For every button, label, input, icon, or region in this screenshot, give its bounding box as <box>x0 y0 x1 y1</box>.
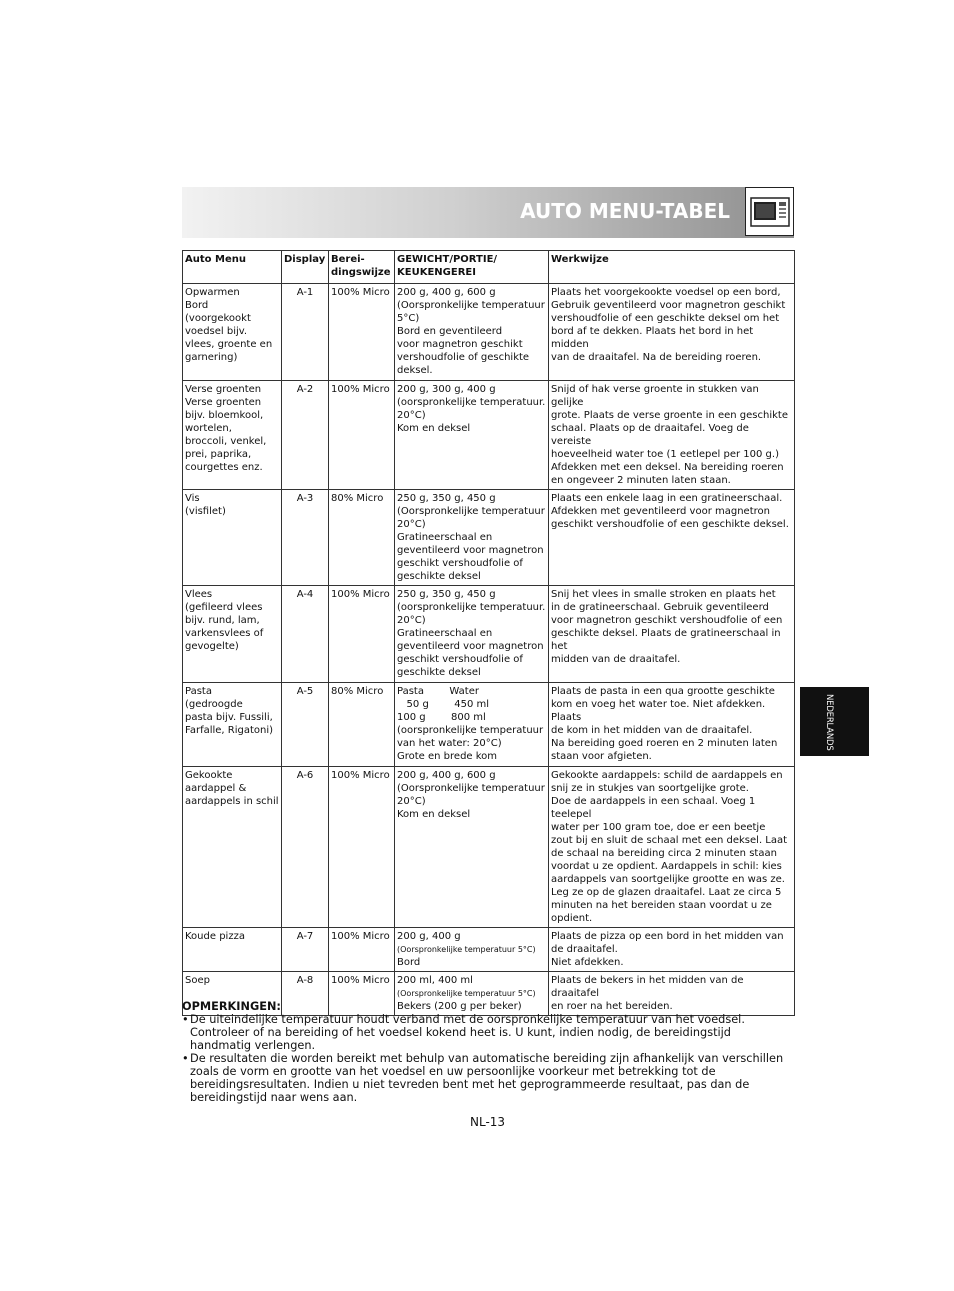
table-row <box>183 767 795 928</box>
column-header-procedure: Werkwijze <box>549 251 795 284</box>
weight-temperature-note: (Oorspronkelijke temperatuur 5°C) <box>397 989 536 998</box>
column-header-weight: GEWICHT/PORTIE/ KEUKENGEREI <box>395 251 549 284</box>
cell-display: A-5 <box>282 683 329 767</box>
weight-container: Bekers (200 g per beker) <box>397 1001 522 1012</box>
cell-procedure: Plaats een enkele laag in een gratineerschaal. Afdekken met geventileerd voor magnetron geschikt vershoudfolie of een geschikte deksel. <box>549 490 795 586</box>
note-text: De resultaten die worden bereikt met behulp van automatische bereiding zijn afhankelijk van verschillen zoals de vorm en grootte van het voedsel en uw persoonlijke voorkeur met betrekking tot de bereidingsresultaten. Indien u niet tevreden bent met het geprogrammeerde resultaat, pas dan de bereidingstijd naar wens aan. <box>190 1052 784 1104</box>
cell-weight: 250 g, 350 g, 450 g (Oorspronkelijke temperatuur 20°C) Gratineerschaal en geventileerd voor magnetron geschikt vershoudfolie of geschikte deksel <box>395 490 549 586</box>
note-item <box>182 1013 794 1052</box>
cell-method: 100% Micro <box>329 284 395 381</box>
cell-display: A-7 <box>282 928 329 972</box>
cell-display: A-4 <box>282 586 329 683</box>
table-row <box>183 284 795 381</box>
page-title: AUTO MENU-TABEL <box>520 199 730 223</box>
weight-temperature-note: (Oorspronkelijke temperatuur 5°C) <box>397 945 536 954</box>
cell-display: A-1 <box>282 284 329 381</box>
cell-menu: Soep <box>183 972 282 1016</box>
cell-method: 100% Micro <box>329 586 395 683</box>
cell-procedure: Plaats het voorgekookte voedsel op een bord, Gebruik geventileerd voor magnetron geschikt vershoudfolie of een geschikte deksel om het bord af te dekken. Plaats het bord in het midden van de draaitafel. Na de bereiding roeren. <box>549 284 795 381</box>
cell-weight: Pasta Water 50 g 450 ml 100 g 800 ml (oorspronkelijke temperatuur van het water: 20°C) Grote en brede kom <box>395 683 549 767</box>
weight-value: 200 g, 400 g <box>397 931 461 942</box>
cell-menu: Pasta (gedroogde pasta bijv. Fussili, Farfalle, Rigatoni) <box>183 683 282 767</box>
cell-weight: 200 g, 300 g, 400 g (oorspronkelijke temperatuur. 20°C) Kom en deksel <box>395 381 549 490</box>
microwave-icon <box>750 197 790 227</box>
language-tab <box>800 687 869 756</box>
cell-procedure: Plaats de bekers in het midden van de draaitafel en roer na het bereiden. <box>549 972 795 1016</box>
bullet-icon: • <box>182 1013 189 1026</box>
cell-procedure: Plaats de pasta in een qua grootte geschikte kom en voeg het water toe. Niet afdekken. Plaats de kom in het midden van de draaitafel. Na bereiding goed roeren en 2 minuten laten staan voor afgieten. <box>549 683 795 767</box>
cell-display: A-6 <box>282 767 329 928</box>
cell-menu: Gekookte aardappel & aardappels in schil <box>183 767 282 928</box>
cell-method: 100% Micro <box>329 928 395 972</box>
table-row <box>183 586 795 683</box>
bullet-icon: • <box>182 1052 189 1065</box>
column-header-method: Berei- dingswijze <box>329 251 395 284</box>
cell-weight <box>395 928 549 972</box>
cell-display: A-3 <box>282 490 329 586</box>
cell-menu: Verse groenten Verse groenten bijv. bloemkool, wortelen, broccoli, venkel, prei, paprika, courgettes enz. <box>183 381 282 490</box>
section-header <box>182 187 794 238</box>
cell-method: 100% Micro <box>329 767 395 928</box>
column-header-display: Display <box>282 251 329 284</box>
page-number: NL-13 <box>470 1115 506 1129</box>
cell-menu: Vis (visfilet) <box>183 490 282 586</box>
cell-method: 100% Micro <box>329 972 395 1016</box>
cell-menu: Vlees (gefileerd vlees bijv. rund, lam, varkensvlees of gevogelte) <box>183 586 282 683</box>
cell-display: A-8 <box>282 972 329 1016</box>
table-header-row <box>183 251 795 284</box>
cell-menu: Koude pizza <box>183 928 282 972</box>
column-header-auto-menu: Auto Menu <box>183 251 282 284</box>
cell-procedure: Snij het vlees in smalle stroken en plaats het in de gratineerschaal. Gebruik geventileerd voor magnetron geschikt vershoudfolie of een geschikte deksel. Plaats de gratineerschaal in het midden van de draaitafel. <box>549 586 795 683</box>
cell-weight: 200 g, 400 g, 600 g (Oorspronkelijke temperatuur 20°C) Kom en deksel <box>395 767 549 928</box>
cell-procedure: Gekookte aardappels: schild de aardappels en snij ze in stukjes van soortgelijke grote. Doe de aardappels in een schaal. Voeg 1 teelepel water per 100 gram toe, doe er een beetje zout bij en sluit de schaal met een deksel. Laat de schaal na bereiding circa 2 minuten staan voordat u ze opdient. Aardappels in schil: kies aardappels van soortgelijke grootte en was ze. Leg ze op de glazen draaitafel. Laat ze circa 5 minuten na het bereiden staan voordat u ze opdient. <box>549 767 795 928</box>
table-row <box>183 490 795 586</box>
cell-menu: Opwarmen Bord (voorgekookt voedsel bijv. vlees, groente en garnering) <box>183 284 282 381</box>
note-text: De uiteindelijke temperatuur houdt verband met de oorspronkelijke temperatuur van het voedsel. Controleer of na bereiding of het voedsel kokend heet is. U kunt, indien nodig, de bereidingstijd handmatig verlengen. <box>190 1013 745 1052</box>
auto-menu-table <box>182 250 795 1016</box>
cell-method: 100% Micro <box>329 381 395 490</box>
cell-procedure: Snijd of hak verse groente in stukken van gelijke grote. Plaats de verse groente in een geschikte schaal. Plaats op de draaitafel. Voeg de vereiste hoeveelheid water toe (1 eetlepel per 100 g.) Afdekken met een deksel. Na bereiding roeren en ongeveer 2 minuten laten staan. <box>549 381 795 490</box>
weight-value: 200 ml, 400 ml <box>397 975 473 986</box>
cell-display: A-2 <box>282 381 329 490</box>
cell-weight: 200 g, 400 g, 600 g (Oorspronkelijke temperatuur 5°C) Bord en geventileerd voor magnetron geschikt vershoudfolie of geschikte deksel. <box>395 284 549 381</box>
notes-title: OPMERKINGEN: <box>182 1000 281 1013</box>
table-row <box>183 683 795 767</box>
table-row <box>183 381 795 490</box>
cell-method: 80% Micro <box>329 683 395 767</box>
weight-container: Bord <box>397 957 421 968</box>
notes-section <box>182 1000 794 1104</box>
cell-procedure: Plaats de pizza op een bord in het midden van de draaitafel. Niet afdekken. <box>549 928 795 972</box>
cell-weight: 250 g, 350 g, 450 g (oorspronkelijke temperatuur. 20°C) Gratineerschaal en geventileerd voor magnetron geschikt vershoudfolie of geschikte deksel <box>395 586 549 683</box>
note-item <box>182 1052 794 1104</box>
microwave-icon-box <box>745 187 794 236</box>
language-tab-label: NEDERLANDS <box>824 694 834 751</box>
cell-method: 80% Micro <box>329 490 395 586</box>
table-row <box>183 928 795 972</box>
